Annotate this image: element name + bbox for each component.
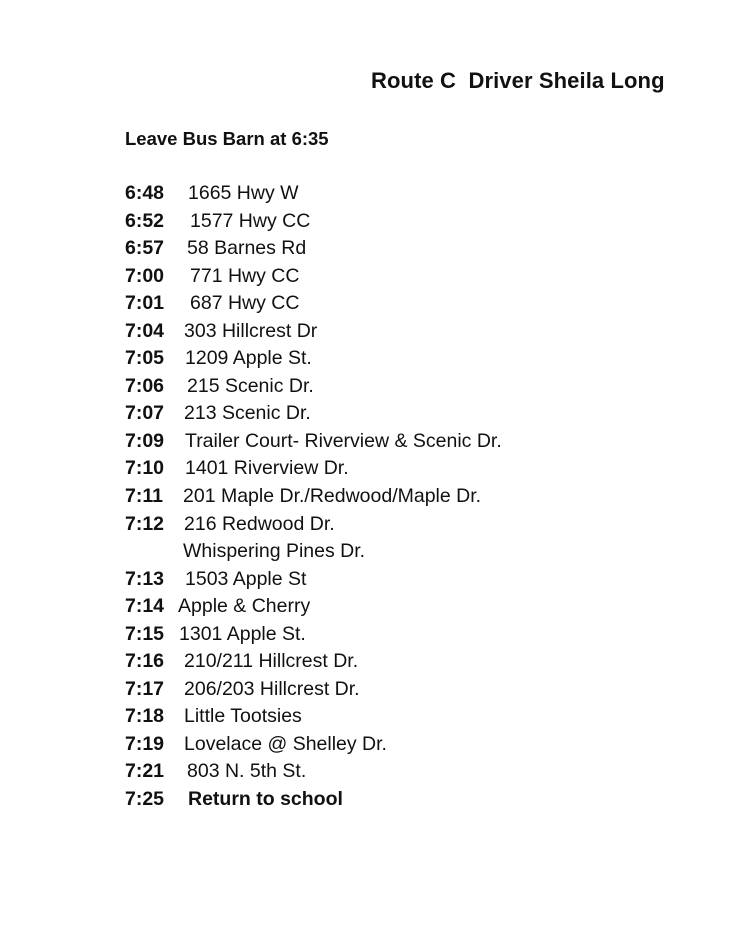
stop-address: 1665 Hwy W	[188, 182, 299, 204]
stop-time: 7:14	[125, 595, 165, 618]
stop-row	[125, 318, 685, 346]
stop-row	[125, 400, 685, 428]
stop-row	[125, 290, 685, 318]
stop-time: 7:12	[125, 512, 165, 535]
stop-address: 1401 Riverview Dr.	[185, 457, 349, 480]
stop-row	[125, 566, 685, 594]
stop-row	[125, 373, 685, 401]
stop-address: 1209 Apple St.	[185, 347, 312, 370]
stop-row	[125, 703, 685, 731]
stop-address: 210/211 Hillcrest Dr.	[184, 650, 359, 673]
stop-row	[125, 731, 685, 759]
stop-address: Return to school	[188, 788, 343, 811]
stop-row	[125, 428, 685, 456]
stop-address: Whispering Pines Dr.	[183, 540, 366, 563]
stop-time: 7:05	[125, 347, 165, 370]
stop-row	[125, 483, 685, 511]
stop-row	[125, 208, 685, 236]
stop-time: 7:25	[125, 788, 165, 811]
stop-address: Lovelace @ Shelley Dr.	[184, 732, 387, 755]
stop-time: 7:07	[125, 402, 165, 425]
stop-row	[125, 786, 685, 814]
stop-row	[125, 263, 685, 291]
stop-time: 7:18	[125, 705, 165, 728]
stop-row	[125, 538, 685, 566]
stop-row	[125, 676, 685, 704]
stop-time: 7:01	[125, 292, 165, 315]
stop-time: 7:13	[125, 567, 165, 590]
stop-address: 213 Scenic Dr.	[184, 402, 311, 425]
stop-address: 303 Hillcrest Dr	[184, 319, 318, 342]
stop-address: Apple & Cherry	[178, 595, 311, 618]
stop-row	[125, 180, 685, 208]
stop-row	[125, 758, 685, 786]
stop-time: 7:19	[125, 732, 165, 755]
stop-time: 7:17	[125, 677, 165, 700]
stop-row	[125, 345, 685, 373]
departure-time: Leave Bus Barn at 6:35	[125, 128, 329, 149]
stop-time: 6:57	[125, 237, 165, 260]
stop-address: Trailer Court- Riverview & Scenic Dr.	[185, 429, 502, 452]
stop-row	[125, 621, 685, 649]
stop-time: 7:06	[125, 374, 165, 397]
stop-time: 7:04	[125, 319, 165, 342]
stop-row	[125, 593, 685, 621]
stop-row	[125, 455, 685, 483]
stop-address: 771 Hwy CC	[190, 264, 300, 287]
stop-address: 1503 Apple St	[185, 567, 307, 590]
stop-time: 7:09	[125, 429, 165, 452]
stop-address: 206/203 Hillcrest Dr.	[184, 677, 360, 700]
stop-time: 7:21	[125, 760, 165, 783]
stop-address: 803 N. 5th St.	[187, 760, 307, 783]
stop-time: 6:48	[125, 182, 165, 204]
stop-address: 215 Scenic Dr.	[187, 374, 314, 397]
stop-address: 58 Barnes Rd	[187, 237, 307, 260]
stop-list	[125, 180, 685, 814]
stop-address: 216 Redwood Dr.	[184, 512, 335, 535]
stop-time: 7:00	[125, 264, 165, 287]
stop-address: 687 Hwy CC	[190, 292, 300, 315]
stop-row	[125, 648, 685, 676]
stop-row	[125, 511, 685, 539]
stop-row	[125, 235, 685, 263]
stop-address: 1301 Apple St.	[179, 622, 306, 645]
stop-address: 201 Maple Dr./Redwood/Maple Dr.	[183, 485, 482, 508]
stop-time: 7:10	[125, 457, 165, 480]
stop-address: 1577 Hwy CC	[190, 209, 311, 232]
stop-time: 6:52	[125, 209, 165, 232]
stop-time: 7:11	[125, 485, 163, 508]
stop-address: Little Tootsies	[184, 705, 302, 728]
stop-time: 7:16	[125, 650, 165, 673]
stop-time: 7:15	[125, 622, 165, 645]
route-title: Route C Driver Sheila Long	[371, 68, 665, 93]
